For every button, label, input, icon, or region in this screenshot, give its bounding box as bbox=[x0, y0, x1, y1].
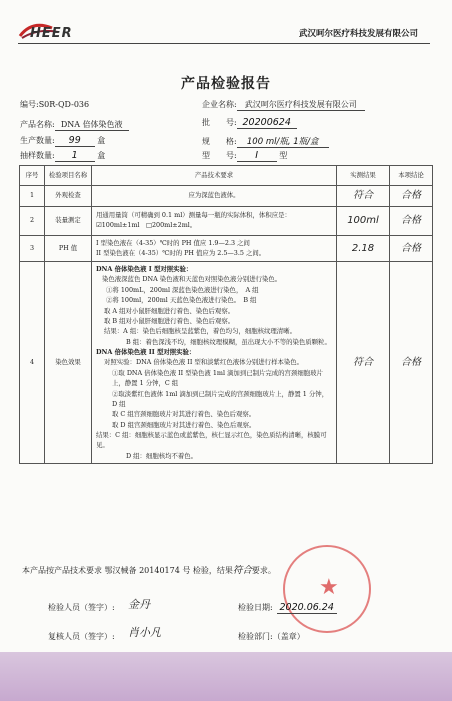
production-quantity bbox=[20, 135, 105, 147]
sample-quantity bbox=[20, 150, 105, 162]
dept-value: 盖章 bbox=[280, 632, 297, 641]
dept-close: ） bbox=[296, 632, 305, 641]
statement-text: 本产品按产品技术要求 鄂汉械备 20140174 号 检验，结果 bbox=[22, 566, 233, 575]
header-company-name: 武汉呵尔医疗科技发展有限公司 bbox=[298, 29, 418, 39]
req-line: D 组：细胞核均不着色。 bbox=[126, 451, 198, 460]
req-line: 结果：A 组：染色后细胞核呈蓝紫色，着色均匀，细胞核纹理清晰。 bbox=[104, 327, 296, 336]
row-seq: 4 bbox=[20, 262, 45, 464]
enterprise-name bbox=[202, 99, 365, 111]
table-header-row bbox=[20, 166, 433, 186]
doc-number-value: S0R-QD-036 bbox=[38, 100, 90, 109]
row-requirement bbox=[92, 262, 337, 464]
row-result: 符合 bbox=[337, 262, 390, 464]
row-requirement: 应为深蓝色液体。 bbox=[92, 186, 337, 207]
footer-statement bbox=[22, 562, 276, 576]
row-result: 100ml bbox=[337, 207, 390, 236]
product-value: DNA 倍体染色液 bbox=[55, 119, 129, 131]
model-unit: 型 bbox=[279, 151, 288, 160]
specification bbox=[202, 135, 329, 148]
table-row bbox=[20, 207, 433, 236]
req-line: 用通用量筒（可精确到 0.1 ml）测量每一瓶的实际体积，体积应是： bbox=[96, 211, 291, 220]
row-result: 符合 bbox=[337, 186, 390, 207]
reviewer-label: 复核人员（签字）: bbox=[48, 632, 115, 641]
row-seq: 2 bbox=[20, 207, 45, 236]
spec-label: 规 格: bbox=[202, 137, 237, 146]
table-row bbox=[20, 262, 433, 464]
row-conclusion: 合格 bbox=[390, 236, 433, 262]
req-line: 染色液深蓝色 DNA 染色液和天蓝色对照染色液分别进行染色。 bbox=[102, 275, 282, 284]
logo-text: HEER bbox=[30, 26, 73, 41]
req-line: 取 D 组宫颈细胞玻片对其进行着色、染色后观察。 bbox=[112, 420, 256, 429]
req-line: ②将 100ml，200ml 天蓝色染色液进行染色。 B 组 bbox=[106, 296, 257, 305]
reviewer-field bbox=[48, 631, 115, 642]
req-line: 取 B 组对小鼠肝细胞进行着色、染色后观察。 bbox=[104, 316, 235, 325]
req-line: ☑100ml±1ml □200ml±2ml。 bbox=[96, 221, 197, 229]
inspector-signature: 金丹 bbox=[128, 598, 150, 611]
enterprise-label: 企业名称: bbox=[202, 100, 237, 109]
seal-star-icon: ★ bbox=[319, 575, 339, 600]
doc-number-label: 编号: bbox=[20, 100, 39, 109]
prod-qty-unit: 盒 bbox=[97, 136, 106, 145]
sample-qty-value: 1 bbox=[55, 150, 95, 162]
date-label: 检验日期: bbox=[238, 603, 273, 612]
prod-qty-label: 生产数量: bbox=[20, 136, 55, 145]
model-value: I bbox=[237, 150, 277, 162]
req-line: 取 A 组对小鼠肝细胞进行着色、染色后观察。 bbox=[104, 306, 235, 315]
date-value: 2020.06.24 bbox=[277, 602, 337, 614]
req-line: 结果：C 组：细胞核显示蓝色或蓝紫色，核仁显示红色，染色质结构清晰，核膜可见。 bbox=[96, 431, 327, 450]
product-name bbox=[20, 119, 129, 131]
row-result: 2.18 bbox=[337, 236, 390, 262]
model bbox=[202, 150, 287, 162]
reviewer-signature: 肖小凡 bbox=[128, 626, 161, 639]
header-divider bbox=[18, 43, 430, 44]
req-line: I 型染色液在（4-35）℃时的 PH 值应 1.9—2.3 之间 bbox=[96, 238, 250, 247]
req-line: B 组：着色深浅不均，细胞核纹理模糊，虽出现大小不等的染色质颗粒。 bbox=[126, 337, 331, 346]
req-line: 取 C 组宫颈细胞玻片对其进行着色、染色后观察。 bbox=[112, 410, 256, 419]
model-label: 型 号: bbox=[202, 151, 237, 160]
table-row bbox=[20, 186, 433, 207]
row-conclusion: 合格 bbox=[390, 262, 433, 464]
spec-value: 100 ml/瓶, 1瓶/盒 bbox=[237, 135, 329, 148]
req-line: ①取 DNA 倍体染色液 II 型染色液 1ml 滴加到已制片完成的宫颈细胞玻片上，静置 1 分钟，C 组 bbox=[112, 368, 323, 388]
statement-tail: 要求。 bbox=[251, 566, 276, 575]
req-line: II 型染色液在（4-35）℃时的 PH 值应为 2.5—3.5 之间。 bbox=[96, 248, 266, 257]
sample-qty-label: 抽样数量: bbox=[20, 151, 55, 160]
statement-result: 符合 bbox=[232, 565, 252, 576]
table-row bbox=[20, 236, 433, 262]
req-line: ①将 100mL，200ml 深蓝色染色液进行染色， A 组 bbox=[106, 285, 259, 294]
row-conclusion: 合格 bbox=[390, 207, 433, 236]
row-requirement bbox=[92, 236, 337, 262]
date-field bbox=[238, 602, 337, 614]
header-result: 实测结果 bbox=[337, 166, 390, 186]
batch-number bbox=[202, 117, 297, 129]
row-conclusion: 合格 bbox=[390, 186, 433, 207]
product-label: 产品名称: bbox=[20, 120, 55, 129]
row-item: 外观检查 bbox=[45, 186, 92, 207]
header-requirement: 产品技术要求 bbox=[92, 166, 337, 186]
row-seq: 3 bbox=[20, 236, 45, 262]
header-item: 检验项目名称 bbox=[45, 166, 92, 186]
inspector-field bbox=[48, 602, 115, 613]
req-line: ②取淡紫红色液体 1ml 滴加到已制片完成的宫颈细胞玻片上，静置 1 分钟，D 组 bbox=[112, 389, 329, 408]
dept-label: 检验部门:（ bbox=[238, 632, 281, 641]
department-field bbox=[238, 631, 305, 642]
req-line: 对照实验：DNA 倍体染色液 II 型和淡紫红色液体分别进行样本染色。 bbox=[104, 358, 304, 367]
req-line: DNA 倍体染色液 II 型对照实验： bbox=[96, 348, 196, 356]
row-item: PH 值 bbox=[45, 236, 92, 262]
batch-value: 20200624 bbox=[237, 117, 297, 129]
page-background-band bbox=[0, 652, 452, 701]
prod-qty-value: 99 bbox=[55, 135, 95, 147]
inspector-label: 检验人员（签字）: bbox=[48, 603, 115, 612]
batch-label: 批 号: bbox=[202, 118, 237, 127]
doc-number bbox=[20, 99, 89, 110]
inspection-table bbox=[19, 165, 433, 464]
row-item: 装量测定 bbox=[45, 207, 92, 236]
header-conclusion: 本项结论 bbox=[390, 166, 433, 186]
report-title: 产品检验报告 bbox=[181, 76, 271, 92]
sample-qty-unit: 盒 bbox=[97, 151, 106, 160]
req-line: DNA 倍体染色液 I 型对照实验： bbox=[96, 265, 193, 273]
row-requirement bbox=[92, 207, 337, 236]
row-item: 染色效果 bbox=[45, 262, 92, 464]
header-seq: 序号 bbox=[20, 166, 45, 186]
enterprise-value: 武汉呵尔医疗科技发展有限公司 bbox=[237, 99, 365, 111]
row-seq: 1 bbox=[20, 186, 45, 207]
